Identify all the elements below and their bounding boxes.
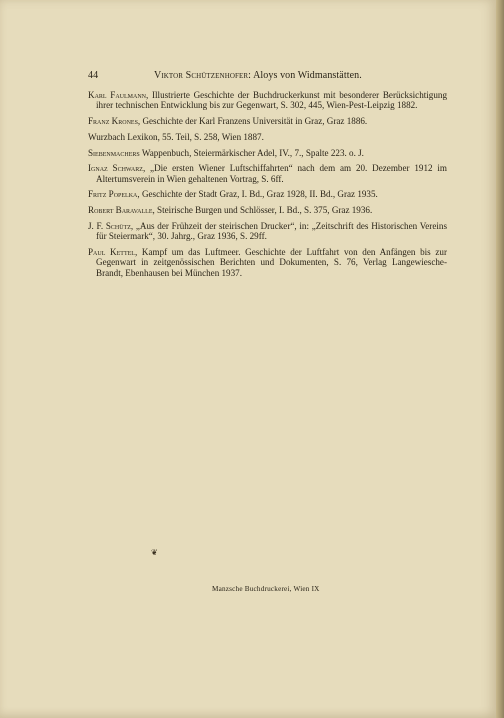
page-number: 44 <box>88 70 99 81</box>
bibliography-entry <box>88 163 447 184</box>
bibliography-entry <box>88 205 447 215</box>
running-title <box>154 70 362 81</box>
entry-author: Siebenmachers <box>88 147 140 158</box>
bibliography-entry <box>88 132 447 142</box>
entry-text: , „Aus der Frühzeit der steirischen Drucker“, in: „Zeitschrift des Historischen Vereins für Steiermark“, 30. Jahrg., Graz 1936, S. 29ff. <box>96 220 447 242</box>
entry-text: , Kampf um das Luftmeer. Geschichte der Luftfahrt von den Anfängen bis zur Gegenwart in zeitgenössischen Berichten und Dokumenten, S. 76, Verlag Langewiesche-Brandt, Ebenhausen bei München 1937. <box>96 246 447 278</box>
entry-author: J. F. Schütz <box>88 220 131 231</box>
entry-text: Wurzbach Lexikon, 55. Teil, S. 258, Wien 1887. <box>88 131 264 142</box>
running-header <box>88 70 448 86</box>
printer-imprint: Manzsche Buchdruckerei, Wien IX <box>212 585 320 593</box>
bibliography-entry <box>88 189 447 199</box>
fleuron-icon: ❦ <box>151 548 158 557</box>
entry-author: Paul Kettel <box>88 246 135 257</box>
bibliography-entry <box>88 247 447 278</box>
entry-author: Karl Faulmann <box>88 90 147 100</box>
bibliography-entry <box>88 90 447 111</box>
bibliography-list <box>88 90 447 283</box>
bibliography-entry <box>88 148 447 158</box>
header-author: Viktor Schützenhofer <box>154 70 249 81</box>
entry-text: , Illustrierte Geschichte der Buchdruckerkunst mit besonderer Berücksichtigung ihrer technischen Entwicklung bis zur Gegenwart, S. 302, 445, Wien-Pest-Leipzig 1882. <box>96 90 447 111</box>
page-edge <box>496 0 504 718</box>
header-title: : Aloys von Widmanstätten. <box>248 70 362 81</box>
bibliography-entry <box>88 221 447 242</box>
entry-author: Robert Baravalle <box>88 205 153 216</box>
bibliography-entry <box>88 116 447 126</box>
entry-text: , Geschichte der Karl Franzens Universität in Graz, Graz 1886. <box>137 116 368 127</box>
entry-author: Franz Krones <box>88 116 138 127</box>
entry-text: , Geschichte der Stadt Graz, I. Bd., Graz 1928, II. Bd., Graz 1935. <box>137 189 378 200</box>
entry-author: Fritz Popelka <box>88 189 138 200</box>
entry-text: , „Die ersten Wiener Luftschiffahrten“ nach dem am 20. Dezember 1912 im Altertumsverein in Wien gehaltenen Vortrag, S. 6ff. <box>96 163 448 184</box>
entry-text: Wappenbuch, Steiermärkischer Adel, IV., 7., Spalte 223. o. J. <box>139 147 364 158</box>
entry-text: , Steirische Burgen und Schlösser, I. Bd., S. 375, Graz 1936. <box>152 205 373 216</box>
entry-author: Ignaz Schwarz <box>88 163 143 174</box>
